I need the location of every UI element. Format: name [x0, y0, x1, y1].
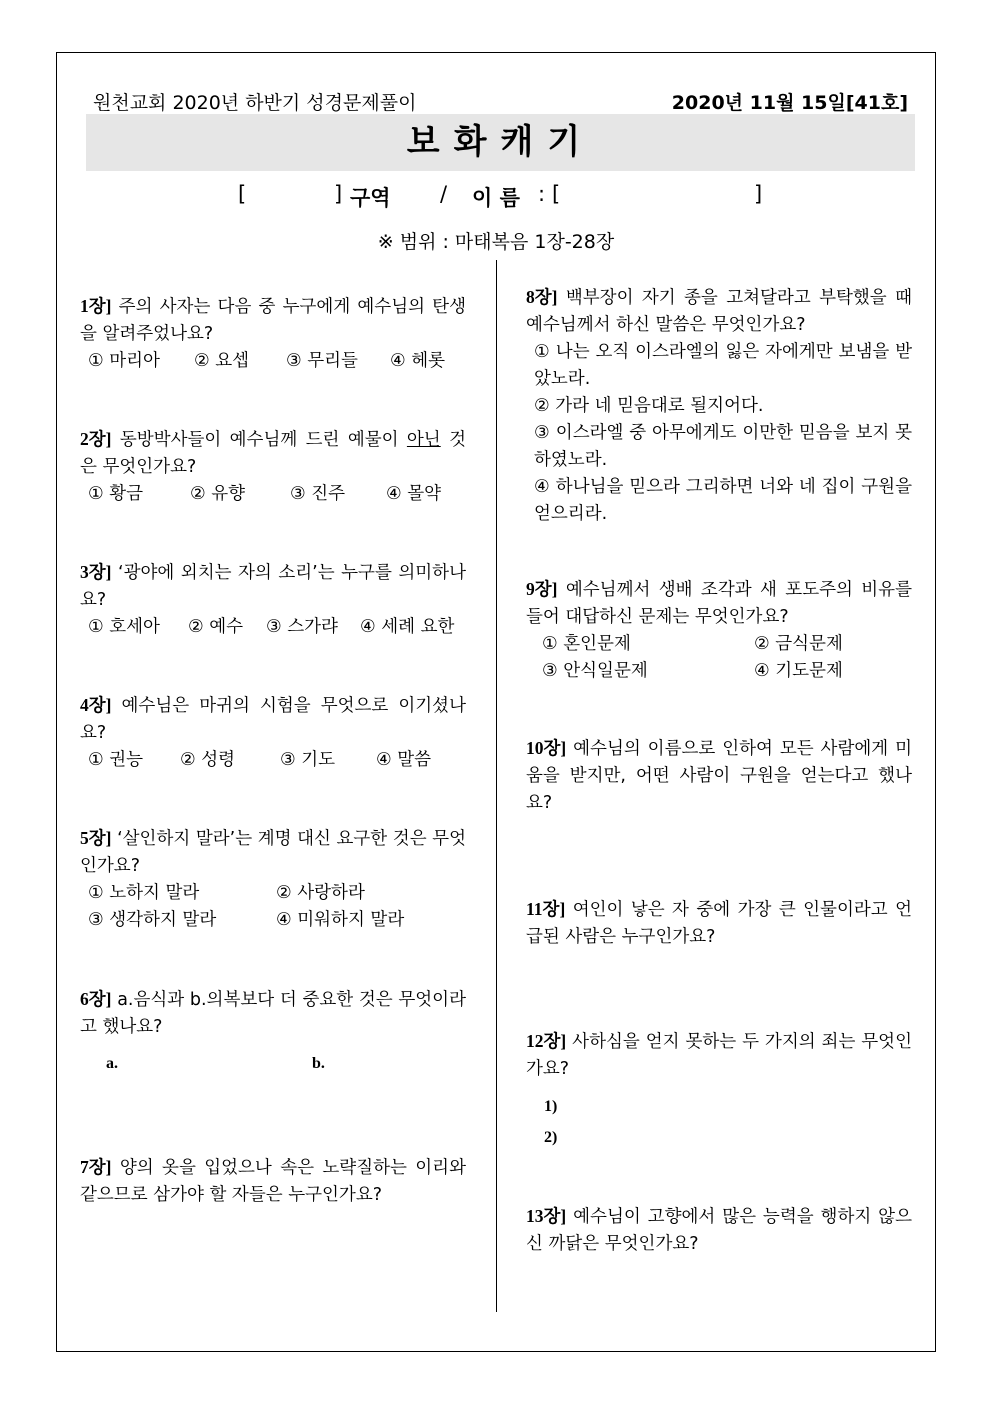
question-text: 사하심을 얻지 못하는 두 가지의 죄는 무엇인가요?	[526, 1032, 912, 1079]
options	[80, 747, 466, 774]
option-4: ④ 세례 요한	[360, 617, 455, 637]
option-2: ② 성령	[180, 750, 236, 770]
question-7	[80, 1154, 466, 1209]
answer-label-2: 2)	[544, 1129, 558, 1146]
option-3: ③ 진주	[290, 484, 346, 504]
scope-range: ※ 범위 : 마태복음 1장-28장	[377, 231, 615, 253]
question-number: 13장]	[526, 1206, 567, 1226]
option-4: ④ 몰약	[386, 484, 442, 504]
question-number: 1장]	[80, 296, 112, 316]
question-number: 10장]	[526, 738, 567, 758]
option-4: ④ 기도문제	[754, 661, 843, 681]
question-10	[526, 735, 912, 817]
question-text: ‘광야에 외치는 자의 소리’는 누구를 의미하나요?	[80, 563, 466, 610]
option-3: ③ 안식일문제	[542, 661, 648, 681]
question-5	[80, 825, 466, 934]
option-4: ④ 미워하지 말라	[276, 910, 405, 930]
question-number: 5장]	[80, 828, 112, 848]
district-bracket-close: ]	[334, 182, 343, 206]
question-11	[526, 896, 912, 951]
name-colon: :	[538, 182, 546, 206]
question-2	[80, 426, 466, 508]
question-text: ‘살인하지 말라’는 계명 대신 요구한 것은 무엇인가요?	[80, 829, 466, 876]
question-1	[80, 293, 466, 375]
option-4: ④ 하나님을 믿으라 그리하면 너와 네 집이 구원을 얻으리라.	[534, 477, 912, 524]
option-1: ① 마리아	[88, 351, 160, 371]
options	[80, 614, 466, 641]
church-title: 원천교회 2020년 하반기 성경문제풀이	[93, 92, 417, 114]
question-8	[526, 284, 912, 528]
column-divider	[496, 260, 497, 1312]
question-3	[80, 559, 466, 641]
question-text: 예수님은 마귀의 시험을 무엇으로 이기셨나요?	[80, 696, 466, 743]
question-text: 백부장이 자기 종을 고쳐달라고 부탁했을 때 예수님께서 하신 말씀은 무엇인가요?	[526, 288, 912, 335]
question-text: 예수님의 이름으로 인하여 모든 사람에게 미움을 받지만, 어떤 사람이 구원을 얻는다고 했나요?	[526, 739, 912, 813]
option-2: ② 요셉	[194, 351, 250, 371]
question-number: 12장]	[526, 1031, 567, 1051]
question-text: 여인이 낳은 자 중에 가장 큰 인물이라고 언급된 사람은 누구인가요?	[526, 900, 912, 947]
name-bracket-close: ]	[754, 182, 763, 206]
option-4: ④ 헤롯	[390, 351, 446, 371]
issue-date: 2020년 11월 15일[41호]	[671, 92, 908, 114]
option-1: ① 노하지 말라	[88, 883, 200, 903]
question-number: 7장]	[80, 1157, 112, 1177]
question-emphasis: 아닌	[406, 430, 441, 450]
question-text: 예수님이 고향에서 많은 능력을 행하지 않으신 까닭은 무엇인가요?	[526, 1207, 912, 1254]
question-number: 3장]	[80, 562, 112, 582]
answer-label-a: a.	[106, 1055, 118, 1072]
question-9	[526, 576, 912, 685]
answer-label-b: b.	[312, 1055, 325, 1072]
question-number: 11장]	[526, 899, 566, 919]
options	[526, 631, 912, 658]
question-number: 6장]	[80, 989, 112, 1009]
options-row-2	[526, 658, 912, 685]
option-3: ③ 스가랴	[266, 617, 338, 637]
option-4: ④ 말씀	[376, 750, 432, 770]
option-1: ① 혼인문제	[542, 634, 631, 654]
name-bracket-open: [	[552, 182, 561, 206]
question-number: 2장]	[80, 429, 112, 449]
slash: /	[440, 182, 448, 206]
option-1: ① 호세아	[88, 617, 160, 637]
question-number: 8장]	[526, 287, 558, 307]
question-text: 양의 옷을 입었으나 속은 노략질하는 이리와 같으므로 삼가야 할 자들은 누구인가요?	[80, 1158, 466, 1205]
question-12	[526, 1028, 912, 1083]
question-number: 9장]	[526, 579, 558, 599]
option-2: ② 가라 네 믿음대로 될지어다.	[534, 396, 764, 416]
name-label: 이 름	[472, 186, 520, 210]
options	[80, 348, 466, 375]
option-1: ① 나는 오직 이스라엘의 잃은 자에게만 보냄을 받았노라.	[534, 342, 912, 389]
option-1: ① 황금	[88, 484, 144, 504]
option-2: ② 유향	[190, 484, 246, 504]
question-text: 예수님께서 생배 조각과 새 포도주의 비유를 들어 대답하신 문제는 무엇인가요?	[526, 580, 912, 627]
answer-label-1: 1)	[544, 1098, 558, 1115]
question-text: a.음식과 b.의복보다 더 중요한 것은 무엇이라고 했나요?	[80, 990, 466, 1037]
question-text-end: 것은 무엇인가요?	[80, 430, 466, 477]
options	[80, 481, 466, 508]
option-1: ① 권능	[88, 750, 144, 770]
question-number: 4장]	[80, 695, 112, 715]
options-row-2	[80, 907, 466, 934]
option-2: ② 예수	[188, 617, 244, 637]
question-13	[526, 1203, 912, 1258]
option-3: ③ 무리들	[286, 351, 358, 371]
question-text: 동방박사들이 예수님께 드린 예물이	[119, 430, 407, 450]
option-3: ③ 기도	[280, 750, 336, 770]
district-bracket-open: [	[238, 182, 247, 206]
options	[80, 880, 466, 907]
page-title: 보화캐기	[86, 114, 915, 171]
question-6	[80, 986, 466, 1041]
question-4	[80, 692, 466, 774]
option-3: ③ 생각하지 말라	[88, 910, 217, 930]
option-2: ② 사랑하라	[276, 883, 365, 903]
option-2: ② 금식문제	[754, 634, 843, 654]
option-3: ③ 이스라엘 중 아무에게도 이만한 믿음을 보지 못하였노라.	[534, 423, 912, 470]
district-label: 구역	[350, 186, 391, 210]
question-text: 주의 사자는 다음 중 누구에게 예수님의 탄생을 알려주었나요?	[80, 297, 466, 344]
